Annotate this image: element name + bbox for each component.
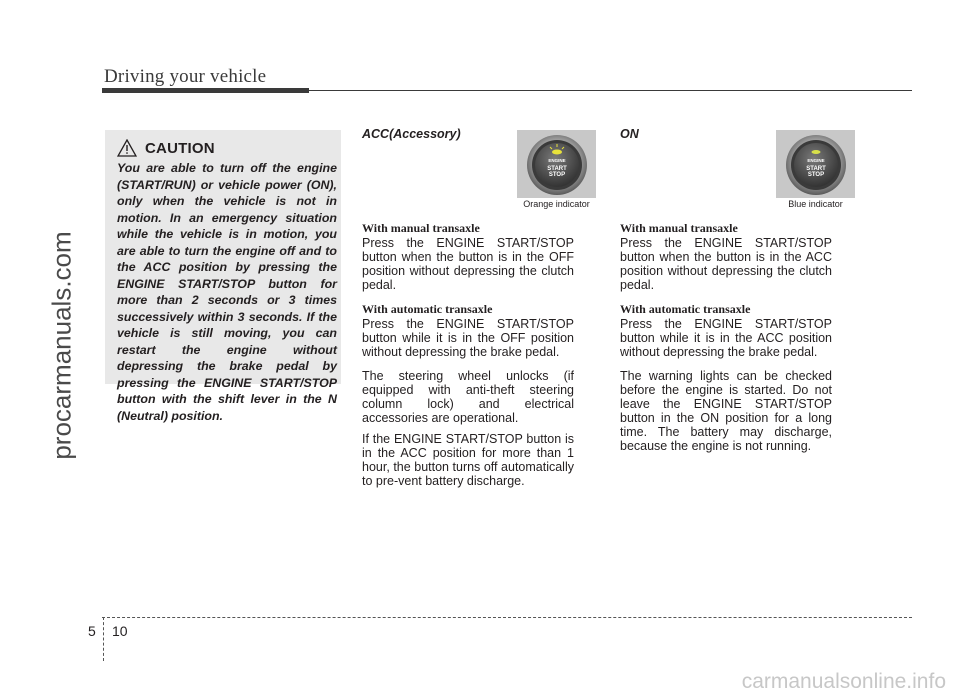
button-label-line3: STOP (548, 172, 566, 178)
on-auto-text: Press the ENGINE START/STOP button while it is in the ACC position without depressing the brake pedal. (620, 317, 832, 359)
caution-box (105, 130, 341, 423)
acc-manual-text: Press the ENGINE START/STOP button when the button is in the OFF position without depressing the clutch pedal. (362, 236, 574, 292)
button-label-line3: STOP (807, 172, 825, 178)
button-label-line1: ENGINE (807, 158, 825, 163)
on-manual-heading: With manual transaxle (620, 221, 738, 235)
on-manual-text: Press the ENGINE START/STOP button when the button is in the ACC position without depressing the clutch pedal. (620, 236, 832, 292)
caution-text: You are able to turn off the engine (START/RUN) or vehicle power (ON), only when the vehicle is not in motion. In an emergency situation while the vehicle is in motion, you are able to turn the engine off and to the ACC position by pressing the ENGINE START/STOP button for more than 2 seconds or 3 times successively within 3 seconds. If the vehicle is still moving, you can restart the engine without depressing the brake pedal by pressing the ENGINE START/STOP button with the shift lever in the N (Neutral) position. (117, 161, 337, 423)
footer-rule (102, 617, 912, 618)
on-auto-heading: With automatic transaxle (620, 302, 751, 316)
acc-steering-paragraph: The steering wheel unlocks (if equipped with anti-theft steering column lock) and electrical accessories are operational. (362, 369, 574, 425)
acc-heading: ACC(Accessory) (362, 127, 461, 141)
acc-auto-heading: With automatic transaxle (362, 302, 493, 316)
blue-indicator-caption: Blue indicator (776, 198, 855, 210)
button-label-line1: ENGINE (548, 158, 566, 163)
page-number: 10 (112, 623, 128, 639)
acc-section (362, 127, 574, 498)
header-rule-thin (309, 90, 912, 91)
footer-divider (103, 617, 104, 661)
on-section (620, 127, 832, 463)
acc-auto-text: Press the ENGINE START/STOP button while it is in the OFF position without depressing the brake pedal. (362, 317, 574, 359)
chapter-number: 5 (88, 623, 96, 639)
caution-title: CAUTION (145, 139, 215, 157)
button-label-line2: START (547, 166, 567, 172)
caution-header (117, 137, 215, 159)
warning-triangle-icon (117, 139, 137, 157)
side-watermark: procarmanuals.com (46, 231, 77, 460)
on-warning-paragraph: The warning lights can be checked before the engine is started. Do not leave the ENGINE START/STOP button in the ON position for a long time. The battery may discharge, because the engine is not running. (620, 369, 832, 453)
on-heading: ON (620, 127, 639, 141)
acc-manual-heading: With manual transaxle (362, 221, 480, 235)
acc-timeout-paragraph: If the ENGINE START/STOP button is in the ACC position for more than 1 hour, the button turns off automatically to pre-vent battery discharge. (362, 432, 574, 488)
orange-indicator-caption: Orange indicator (517, 198, 596, 210)
button-label-line2: START (806, 166, 826, 172)
page-header-title: Driving your vehicle (104, 66, 267, 87)
bottom-watermark: carmanualsonline.info (741, 670, 946, 693)
header-rule-thick (102, 88, 309, 93)
